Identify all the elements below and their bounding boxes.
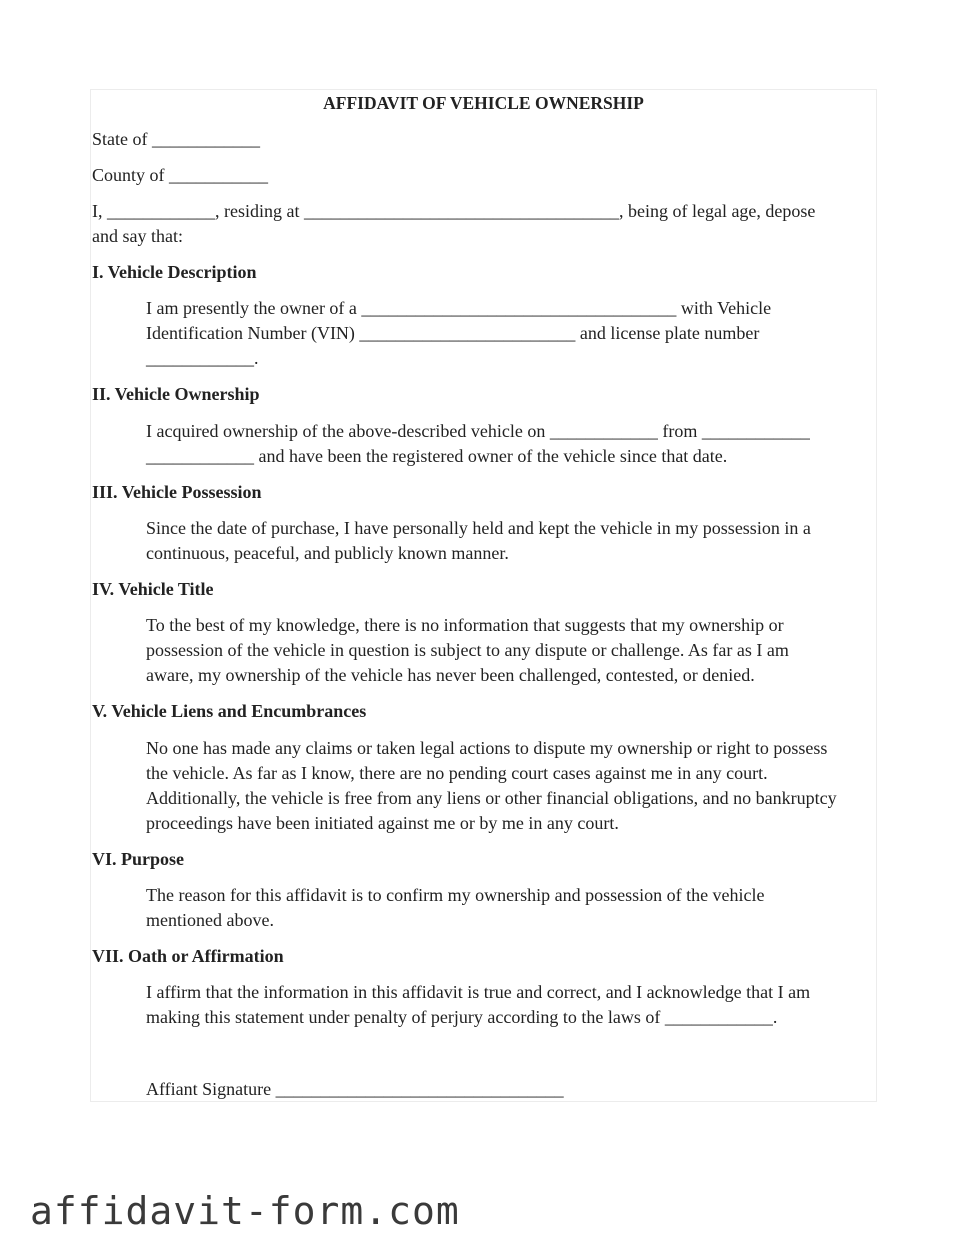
document-title: AFFIDAVIT OF VEHICLE OWNERSHIP (323, 93, 644, 113)
body-line: I affirm that the information in this affidavit is true and correct, and I acknowledge that I am (146, 982, 811, 1002)
section-heading-vehicle-description: I. Vehicle Description (92, 262, 257, 282)
section-heading-liens-encumbrances: V. Vehicle Liens and Encumbrances (92, 701, 367, 721)
body-line: Additionally, the vehicle is free from any liens or other financial obligations, and no bankruptcy (146, 788, 837, 808)
section-heading-oath: VII. Oath or Affirmation (92, 946, 284, 966)
section-body-liens-encumbrances (146, 736, 837, 836)
body-line: No one has made any claims or taken legal actions to dispute my ownership or right to possess (146, 738, 828, 758)
section-heading-purpose: VI. Purpose (92, 849, 185, 869)
section-body-vehicle-description (146, 296, 771, 371)
section-heading-vehicle-possession: III. Vehicle Possession (92, 482, 262, 502)
section-body-vehicle-possession (146, 516, 811, 566)
body-line: ____________. (146, 348, 259, 368)
body-line: continuous, peaceful, and publicly known manner. (146, 543, 509, 563)
county-line: County of ___________ (92, 165, 269, 185)
intro-line: and say that: (92, 226, 183, 246)
body-line: the vehicle. As far as I know, there are no pending court cases against me in any court. (146, 763, 768, 783)
body-line: possession of the vehicle in question is subject to any dispute or challenge. As far as I am (146, 640, 789, 660)
body-line: To the best of my knowledge, there is no information that suggests that my ownership or (146, 615, 784, 635)
section-heading-vehicle-ownership: II. Vehicle Ownership (92, 384, 260, 404)
body-line: proceedings have been initiated against me or by me in any court. (146, 813, 619, 833)
body-line: mentioned above. (146, 910, 274, 930)
body-line: ____________ and have been the registered owner of the vehicle since that date. (146, 446, 728, 466)
body-line: Since the date of purchase, I have personally held and kept the vehicle in my possession in a (146, 518, 811, 538)
body-line: The reason for this affidavit is to confirm my ownership and possession of the vehicle (146, 885, 765, 905)
section-heading-vehicle-title: IV. Vehicle Title (92, 579, 214, 599)
body-line: I acquired ownership of the above-described vehicle on ____________ from ____________ (146, 421, 810, 441)
section-body-oath (146, 980, 810, 1030)
body-line: aware, my ownership of the vehicle has never been challenged, contested, or denied. (146, 665, 755, 685)
affiant-signature-line: Affiant Signature ________________________________ (146, 1079, 564, 1099)
site-watermark: affidavit-form.com (30, 1189, 460, 1233)
intro-line: I, ____________, residing at ___________________________________, being of legal age, depose (92, 201, 816, 221)
section-body-vehicle-title (146, 613, 789, 688)
section-body-purpose (146, 883, 765, 933)
section-body-vehicle-ownership (146, 419, 810, 469)
body-line: I am presently the owner of a ___________________________________ with Vehicle (146, 298, 772, 318)
body-line: Identification Number (VIN) ________________________ and license plate number (146, 323, 760, 343)
state-line: State of ____________ (92, 129, 260, 149)
intro-paragraph (92, 199, 815, 249)
body-line: making this statement under penalty of perjury according to the laws of ____________. (146, 1007, 778, 1027)
